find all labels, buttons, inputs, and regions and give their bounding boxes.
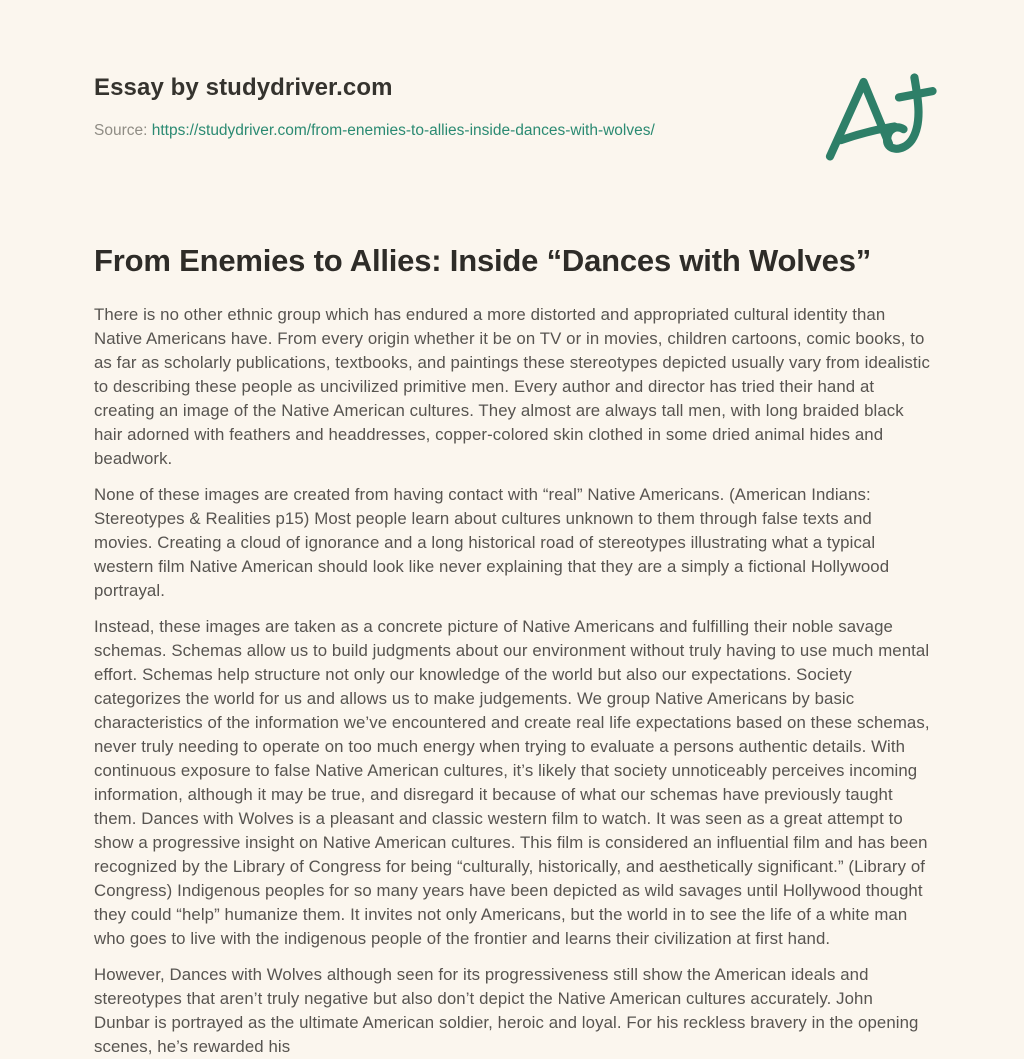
essay-paragraph: None of these images are created from having contact with “real” Native Americans. (American Indians: Stereotypes & Realities p15) Most people learn about cultures unknown to them through false texts and movies. Creating a cloud of ignorance and a long historical road of stereotypes illustrating what a typical western film Native American should look like never explaining that they are a simply a fictional Hollywood portrayal. bbox=[94, 485, 890, 600]
essay-paragraph: However, Dances with Wolves although seen for its progressiveness still show the American ideals and stereotypes that aren’t truly negative but also don’t depict the Native American cultures accurately. John Dunbar is portrayed as the ultimate American soldier, heroic and loyal. For his reckless bravery in the opening scenes, he’s rewarded his bbox=[94, 965, 919, 1056]
essay-paragraph: Instead, these images are taken as a concrete picture of Native Americans and fulfilling their noble savage schemas. Schemas allow us to build judgments about our environment without truly having to use much mental effort. Schemas help structure not only our knowledge of the world but also our expectations. Society categorizes the world for us and allows us to make judgements. We group Native Americans by basic characteristics of the information we’ve encountered and create real life expectations based on these schemas, never truly needing to operate on too much energy when trying to evaluate a persons authentic details. With continuous exposure to false Native American cultures, it’s likely that society unnoticeably perceives incoming information, although it may be true, and disregard it because of what our schemas have previously taught them. Dances with Wolves is a pleasant and classic western film to watch. It was seen as a great attempt to show a progressive insight on Native American cultures. This film is considered an influential film and has been recognized by the Library of Congress for being “culturally, historically, and aesthetically significant.” (Library of Congress) Indigenous peoples for so many years have been depicted as wild savages until Hollywood thought they could “help” humanize them. It invites not only Americans, but the world in to see the life of a white man who goes to live with the indigenous people of the frontier and learns their civilization at first hand. bbox=[94, 617, 930, 948]
article-body bbox=[94, 303, 930, 1059]
source-url-link[interactable]: https://studydriver.com/from-enemies-to-allies-inside-dances-with-wolves/ bbox=[151, 122, 655, 139]
source-line bbox=[94, 121, 930, 141]
article-title: From Enemies to Allies: Inside “Dances with Wolves” bbox=[94, 243, 872, 278]
essay-byline: Essay by studydriver.com bbox=[94, 74, 393, 101]
essay-page bbox=[94, 0, 930, 1059]
essay-paragraph: There is no other ethnic group which has endured a more distorted and appropriated cultural identity than Native Americans have. From every origin whether it be on TV or in movies, children cartoons, comic books, to as far as scholarly publications, textbooks, and paintings these stereotypes depicted usually vary from idealistic to describing these people as uncivilized primitive men. Every author and director has tried their hand at creating an image of the Native American cultures. They almost are always tall men, with long braided black hair adorned with feathers and headdresses, copper-colored skin clothed in some dried animal hides and beadwork. bbox=[94, 305, 930, 468]
source-label: Source: bbox=[94, 122, 148, 139]
